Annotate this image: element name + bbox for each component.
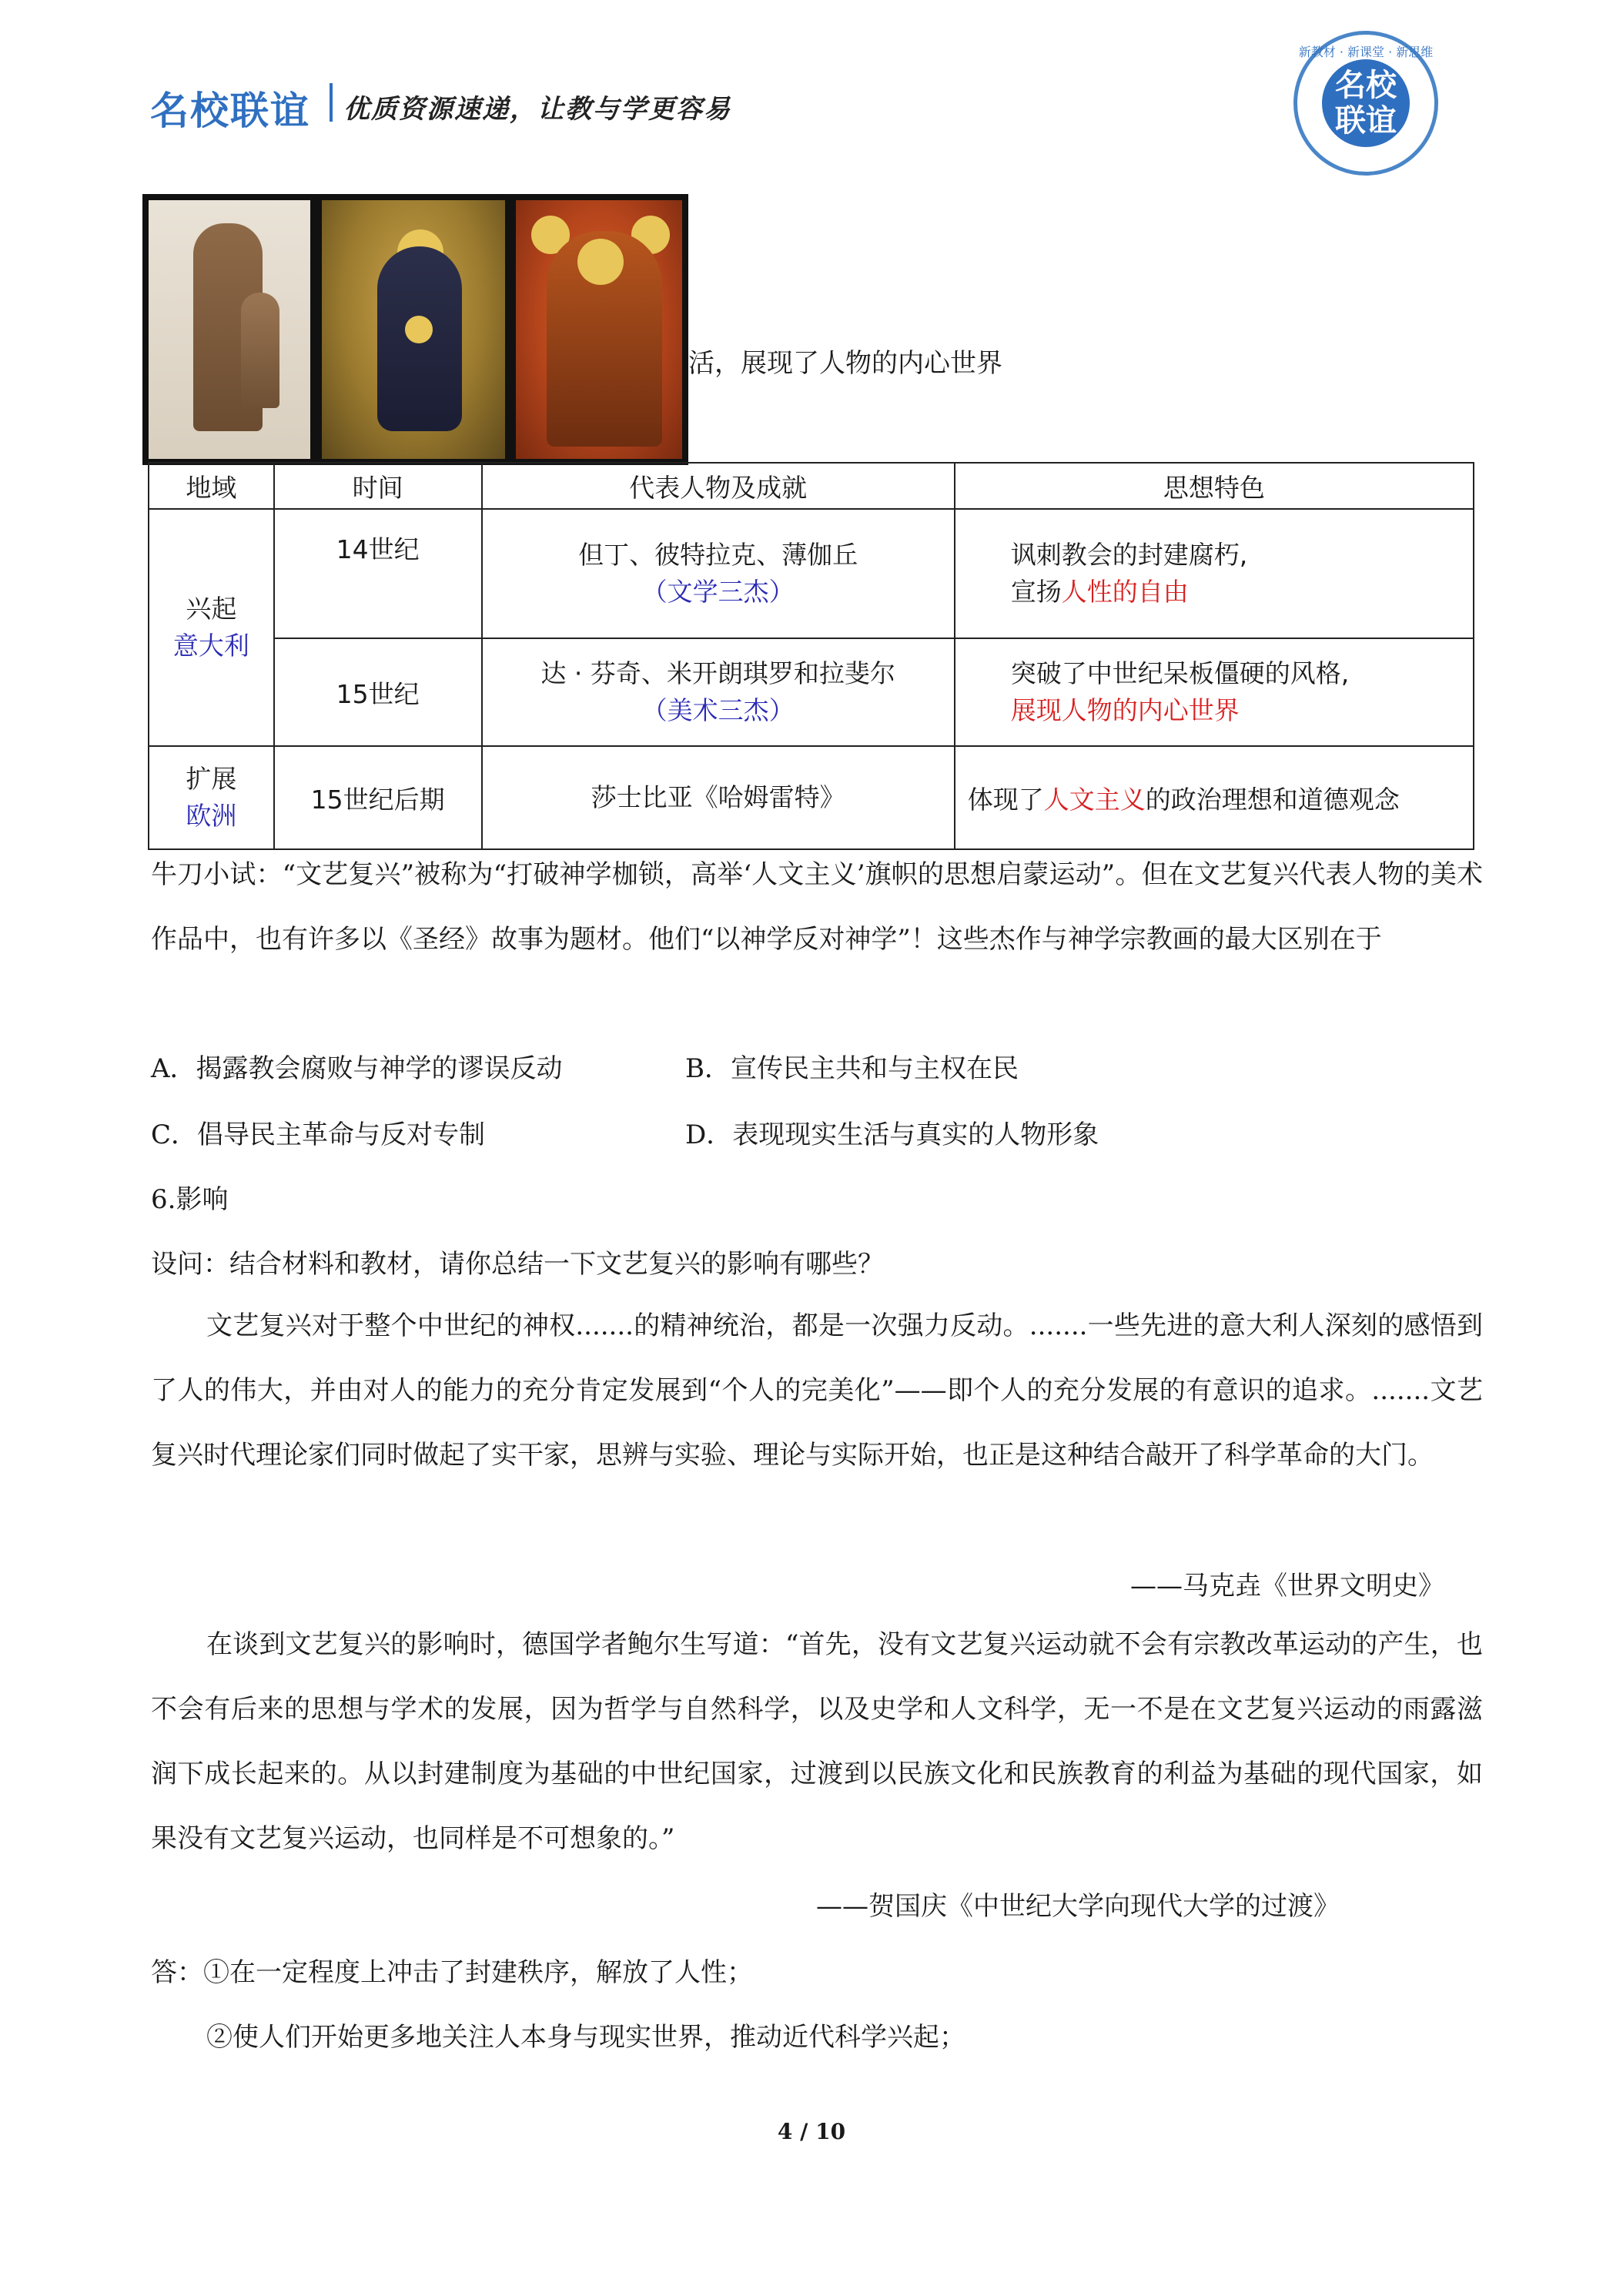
thought-prefix: 宣扬 xyxy=(1010,577,1062,607)
section-question: 设问：结合材料和教材，请你总结一下文艺复兴的影响有哪些？ xyxy=(151,1249,884,1280)
people-tag: （文学三杰） xyxy=(641,577,795,607)
brand-slogan: 优质资源速递，让教与学更容易 xyxy=(343,94,731,125)
option-b: B．宣传民主共和与主权在民 xyxy=(685,1053,1019,1084)
region-label: 兴起 xyxy=(186,594,237,624)
time-cell: 14世纪 xyxy=(274,509,482,638)
thought-highlight: 展现人物的内心世界 xyxy=(1010,695,1240,725)
table-row xyxy=(149,638,1474,746)
thought-suffix: 的政治理想和道德观念 xyxy=(1145,784,1400,815)
source-1: ——马克垚《世界文明史》 xyxy=(1130,1571,1444,1602)
region-rise-cell xyxy=(149,509,274,746)
people-text: 但丁、彼特拉克、薄伽丘 xyxy=(578,540,858,570)
seal-logo xyxy=(1293,31,1438,176)
option-c: C．倡导民主革命与反对专制 xyxy=(151,1120,486,1150)
renaissance-table xyxy=(148,462,1474,850)
table-row xyxy=(149,746,1474,849)
thought-cell xyxy=(955,509,1474,638)
source-2: ——贺国庆《中世纪大学向现代大学的过渡》 xyxy=(816,1891,1340,1922)
partially-covered-text: 活，展现了人物的内心世界 xyxy=(688,348,1002,379)
header-people: 代表人物及成就 xyxy=(482,463,955,509)
medieval-icon-painting-image xyxy=(510,194,688,465)
people-cell xyxy=(482,509,955,638)
seal-ring-text: 新教材 · 新课堂 · 新思维 xyxy=(1298,45,1434,59)
header-thought: 思想特色 xyxy=(955,463,1474,509)
quiz-stem: 牛刀小试：“文艺复兴”被称为“打破神学枷锁，高举‘人文主义’旗帜的思想启蒙运动”。但在文艺复兴代表人物的美术作品中，也有许多以《圣经》故事为题材。他们“以神学反对神学”！这些杰作与神学宗教画的最大区别在于 xyxy=(151,859,1483,955)
seal-center-text: 名校联谊 xyxy=(1322,59,1410,147)
thought-line: 突破了中世纪呆板僵硬的风格, xyxy=(1010,658,1350,688)
answer-2: ②使人们开始更多地关注人本身与现实世界，推动近代科学兴起； xyxy=(206,2022,965,2053)
table-header-row xyxy=(149,463,1474,509)
header-region: 地域 xyxy=(149,463,274,509)
material-1: 文艺复兴对于整个中世纪的神权.......的精神统治，都是一次强力反动。.......一些先进的意大利人深刻的感悟到了人的伟大，并由对人的能力的充分肯定发展到“个人的完美化”——即个人的充分发展的有意识的追求。.......文艺复兴时代理论家们同时做起了实干家，思辨与实验、理论与实际开始，也正是这种结合敲开了科学革命的大门。 xyxy=(151,1310,1483,1471)
header-time: 时间 xyxy=(274,463,482,509)
region-label: 扩展 xyxy=(186,764,237,794)
region-place: 欧洲 xyxy=(186,801,237,831)
time-cell: 15世纪 xyxy=(274,638,482,746)
brand-divider xyxy=(330,83,333,122)
material-2: 在谈到文艺复兴的影响时，德国学者鲍尔生写道：“首先，没有文艺复兴运动就不会有宗教改革运动的产生，也不会有后来的思想与学术的发展，因为哲学与自然科学，以及史学和人文科学，无一不是在文艺复兴运动的雨露滋润下成长起来的。从以封建制度为基础的中世纪国家，过渡到以民族文化和民族教育的利益为基础的现代国家，如果没有文艺复兴运动，也同样是不可想象的。” xyxy=(151,1629,1483,1854)
answer-1: 答：①在一定程度上冲击了封建秩序，解放了人性； xyxy=(151,1957,753,1988)
people-cell xyxy=(482,638,955,746)
section-title: 6.影响 xyxy=(151,1184,229,1215)
region-expand-cell xyxy=(149,746,274,849)
thought-prefix: 体现了 xyxy=(967,784,1044,815)
time-cell: 15世纪后期 xyxy=(274,746,482,849)
people-text: 达 · 芬奇、米开朗琪罗和拉斐尔 xyxy=(540,658,895,688)
option-a: A．揭露教会腐败与神学的谬误反动 xyxy=(151,1053,563,1084)
table-row xyxy=(149,509,1474,638)
madonna-statue-image xyxy=(142,194,316,465)
thought-line: 讽刺教会的封建腐朽, xyxy=(1010,540,1248,570)
byzantine-mosaic-image xyxy=(316,194,511,465)
thought-highlight: 人文主义 xyxy=(1043,784,1146,815)
page-number: 4 / 10 xyxy=(777,2119,846,2144)
thought-cell xyxy=(955,746,1474,849)
thought-cell xyxy=(955,638,1474,746)
thought-highlight: 人性的自由 xyxy=(1061,577,1189,607)
option-d: D．表现现实生活与真实的人物形象 xyxy=(685,1120,1099,1150)
brand-logo: 名校联谊 xyxy=(150,89,310,133)
people-cell: 莎士比亚《哈姆雷特》 xyxy=(482,746,955,849)
region-place: 意大利 xyxy=(172,631,249,661)
people-tag: （美术三杰） xyxy=(641,695,795,725)
